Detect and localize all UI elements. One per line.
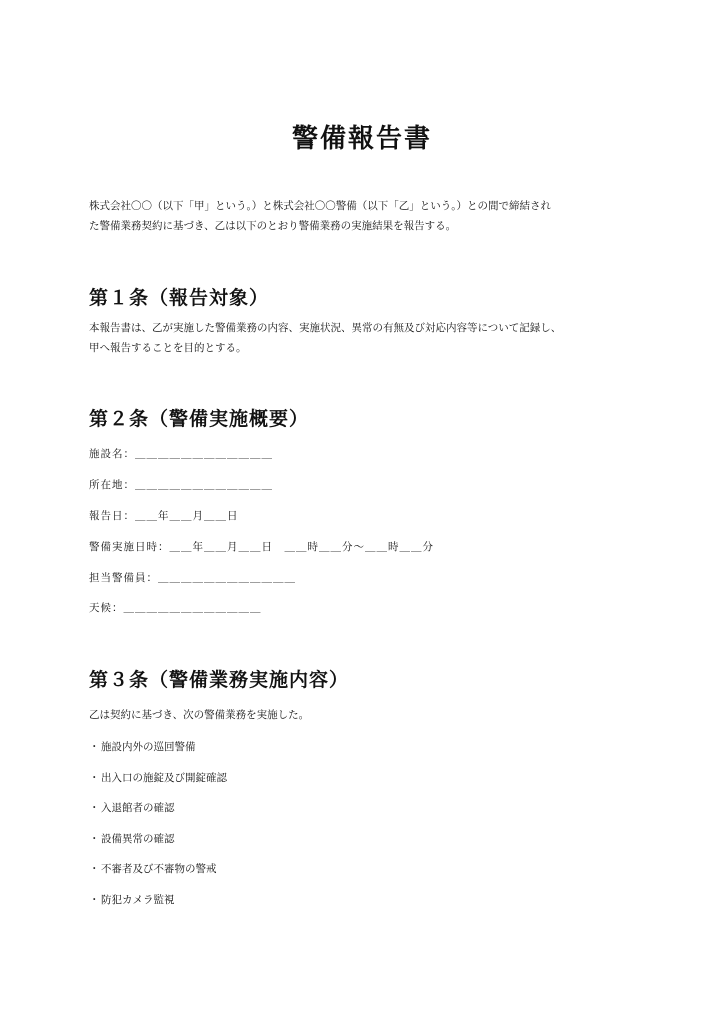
list-item-label: 防犯カメラ監視 bbox=[101, 894, 175, 906]
list-item-label: 設備異常の確認 bbox=[101, 833, 175, 845]
list-item-label: 施設内外の巡回警備 bbox=[101, 741, 196, 753]
field-report-date: 報告日：＿＿年＿＿月＿＿日 bbox=[89, 510, 239, 522]
field-security-datetime: 警備実施日時：＿＿年＿＿月＿＿日 ＿＿時＿＿分～＿＿時＿＿分 bbox=[89, 541, 434, 553]
list-item bbox=[89, 770, 227, 785]
field-weather: 天候：＿＿＿＿＿＿＿＿＿＿＿＿ bbox=[89, 602, 262, 614]
document-title: 警備報告書 bbox=[291, 124, 432, 154]
bullet-mark: ・ bbox=[89, 772, 100, 784]
field-guard-in-charge: 担当警備員：＿＿＿＿＿＿＿＿＿＿＿＿ bbox=[89, 572, 296, 584]
section-1-line: 本報告書は、乙が実施した警備業務の内容、実施状況、異常の有無及び対応内容等について記録し、 bbox=[89, 322, 562, 334]
section-1-heading: 第１条（報告対象） bbox=[89, 287, 270, 309]
list-item bbox=[89, 739, 196, 754]
section-1-body bbox=[89, 318, 561, 358]
intro-paragraph bbox=[89, 196, 645, 236]
list-item-label: 不審者及び不審物の警戒 bbox=[101, 863, 217, 875]
bullet-mark: ・ bbox=[89, 894, 100, 906]
list-item bbox=[89, 800, 175, 815]
list-item-label: 入退館者の確認 bbox=[101, 802, 175, 814]
bullet-mark: ・ bbox=[89, 802, 100, 814]
bullet-mark: ・ bbox=[89, 741, 100, 753]
list-item-label: 出入口の施錠及び開錠確認 bbox=[101, 772, 227, 784]
field-facility-name: 施設名：＿＿＿＿＿＿＿＿＿＿＿＿ bbox=[89, 448, 273, 460]
bullet-mark: ・ bbox=[89, 833, 100, 845]
field-address: 所在地：＿＿＿＿＿＿＿＿＿＿＿＿ bbox=[89, 479, 273, 491]
section-2-heading: 第２条（警備実施概要） bbox=[89, 408, 310, 430]
list-item bbox=[89, 892, 175, 907]
list-item bbox=[89, 861, 217, 876]
list-item bbox=[89, 831, 175, 846]
section-1-line: 甲へ報告することを目的とする。 bbox=[89, 342, 247, 354]
section-3-heading: 第３条（警備業務実施内容） bbox=[89, 669, 350, 691]
bullet-mark: ・ bbox=[89, 863, 100, 875]
intro-line: 株式会社〇〇（以下「甲」という。）と株式会社〇〇警備（以下「乙」という。）との間で締結され bbox=[89, 200, 551, 212]
intro-line: た警備業務契約に基づき、乙は以下のとおり警備業務の実施結果を報告する。 bbox=[89, 220, 457, 232]
section-3-lead: 乙は契約に基づき、次の警備業務を実施した。 bbox=[89, 709, 310, 721]
